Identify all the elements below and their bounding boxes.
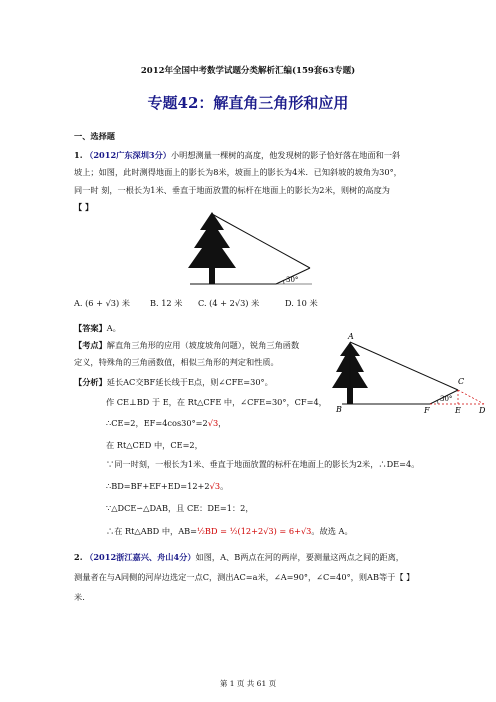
kaodian-text2: 定义，特殊角的三角函数值，相似三角形的判定和性质。 [74, 357, 279, 367]
fenxi-text5: ∵同一时刻，一根长为1米、垂直于地面放置的标杆在地面上的影长为2米，∴DE=4。 [106, 459, 420, 469]
q1-answer-bracket: 【 】 [74, 202, 94, 212]
q2-text2: 测量者在与A同侧的河岸边选定一点C，测出AC=a米，∠A=90°，∠C=40°，则AB等于【 】 [74, 572, 415, 582]
fenxi-text6a: ∴BD=BF+EF+ED=12+2 [106, 481, 210, 491]
fenxi-sqrt3-b: √3 [209, 481, 221, 491]
q1-solution-figure [336, 334, 486, 414]
fig2-angle: 30° [440, 395, 453, 403]
q2-number: 2. [74, 552, 83, 562]
fig2-label-b: B [336, 405, 342, 414]
q1-line1 [74, 150, 400, 161]
fenxi-line6 [106, 481, 228, 492]
q1-option-d: D. 10 米 [285, 298, 318, 308]
fig2-label-c: C [458, 377, 465, 386]
fenxi-text3c: ， [218, 418, 227, 428]
fenxi-line3 [106, 418, 226, 429]
fenxi-text1: 延长AC交BF延长线于E点，则∠CFE=30°。 [106, 377, 273, 387]
kaodian-label: 【考点】 [74, 340, 107, 350]
q1-text3: 同一时 刻，一根长为1米、垂直于地面放置的标杆在地面上的影长为2米，则树的高度为 [74, 185, 390, 195]
fig2-label-a: A [348, 332, 354, 341]
extension-cd-line [458, 390, 484, 404]
fenxi-label: 【分析】 [74, 377, 107, 387]
kaodian-text1: 解直角三角形的应用（坡度坡角问题），锐角三角函数 [106, 340, 300, 350]
q1-option-a: A. (6 + √3) 米 [74, 298, 130, 308]
q1-fig-angle: 30° [286, 276, 299, 284]
fenxi-formula: ½BD = ½(12+2√3) = 6+√3 [197, 526, 312, 536]
fenxi-text3a: ∴CE=2，EF=4cos30°=2 [106, 418, 208, 428]
q2-line1 [74, 552, 404, 563]
sun-ray-line [350, 342, 458, 390]
q2-text3: 米. [74, 592, 85, 602]
q1-option-b: B. 12 米 [150, 298, 183, 308]
fig2-label-e: E [455, 406, 461, 415]
q1-text1: 小明想测量一棵树的高度，他发现树的影子恰好落在地面和一斜 [170, 150, 401, 160]
answer-line [74, 323, 121, 334]
q1-number: 1. [74, 150, 83, 160]
q2-source: （2012浙江嘉兴、舟山4分） [85, 552, 196, 562]
answer-value: A。 [106, 323, 121, 333]
fenxi-text8a: ∴在 Rt△ABD 中，AB= [106, 526, 197, 536]
fenxi-line1 [74, 377, 273, 388]
fenxi-text7: ∵△DCE∽△DAB，且 CE：DE=1：2， [106, 503, 254, 513]
fenxi-sqrt3: √3 [207, 418, 219, 428]
fenxi-text2: 作 CE⊥BD 于 E，在 Rt△CFE 中，∠CFE=30°，CF=4， [106, 397, 327, 407]
topic-title: 专题42：解直角三角形和应用 [147, 94, 349, 112]
answer-label: 【答案】 [74, 323, 107, 333]
q1-text2: 坡上；如图，此时测得地面上的影长为8米，坡面上的影长为4米．已知斜坡的坡角为30°， [74, 167, 402, 177]
kaodian-line1 [74, 340, 299, 351]
q2-text1: 如图，A、B两点在河的两岸，要测量这两点之间的距离， [195, 552, 404, 562]
q1-figure [180, 210, 320, 290]
fig2-label-f: F [424, 406, 430, 415]
fig2-label-d: D [479, 406, 486, 415]
page-footer: 第 1 页 共 61 页 [219, 679, 277, 688]
fenxi-line8 [106, 526, 353, 537]
q1-source: （2012广东深圳3分） [85, 150, 171, 160]
fenxi-text8c: 。故选 A。 [311, 526, 353, 536]
section-heading: 一、选择题 [74, 131, 115, 141]
q1-option-c: C. (4 + 2√3) 米 [198, 298, 260, 308]
fenxi-text6c: 。 [220, 481, 229, 491]
document-header: 2012年全国中考数学试题分类解析汇编(159套63专题) [140, 66, 356, 76]
fenxi-text4: 在 Rt△CED 中，CE=2， [106, 440, 203, 450]
